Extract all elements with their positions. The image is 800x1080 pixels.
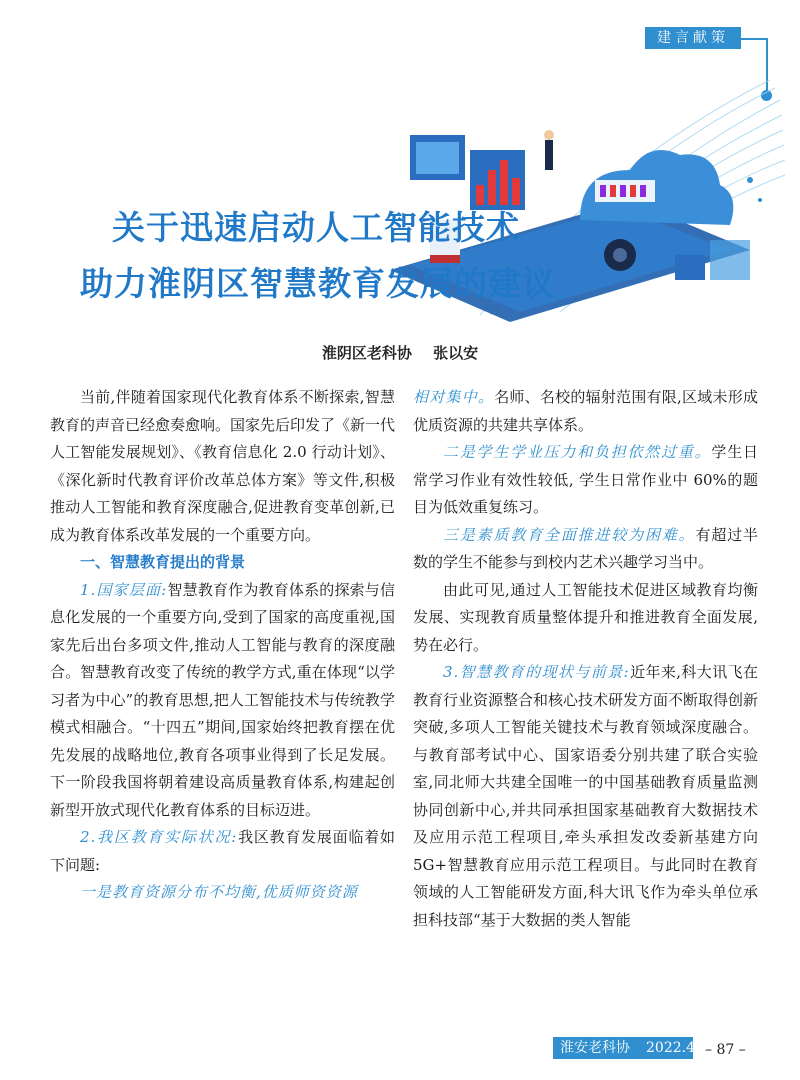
- district-status-lead: 2.我区教育实际状况:: [80, 828, 238, 846]
- author-name: 张以安: [433, 344, 479, 362]
- magazine-name: 淮安老科协: [560, 1040, 630, 1056]
- conclusion-paragraph: 由此可见,通过人工智能技术促进区域教育均衡发展、实现教育质量整体提升和推进教育全面发展,势在必行。: [413, 580, 758, 654]
- article-title: [80, 200, 556, 312]
- district-status-paragraph: 2.我区教育实际状况:我区教育发展面临着如下问题:: [50, 828, 395, 874]
- section-tag: 建言献策: [645, 27, 741, 49]
- title-line-1: 关于迅速启动人工智能技术: [112, 208, 520, 247]
- national-level-paragraph: 1.国家层面:智慧教育作为教育体系的探索与信息化发展的一个重要方向,受到了国家的高度重视,国家先后出台多项文件,推动人工智能与教育的深度融合。智慧教育改变了传统的教学方式,重在体现“以学习者为中心”的教育思想,把人工智能技术与传统教学模式相融合。“十四五”期间,国家始终把教育摆在优先发展的战略地位,教育各项事业得到了长足发展。下一阶段我国将朝着建设高质量教育体系,构建起创新型开放式现代化教育体系的目标迈进。: [50, 580, 395, 819]
- author-line: [0, 342, 800, 363]
- issue-number: 2022.4: [646, 1040, 695, 1056]
- page-number: – 87 –: [705, 1042, 746, 1058]
- section-heading-background: 一、智慧教育提出的背景: [80, 553, 246, 571]
- title-line-2: 助力淮阴区智慧教育发展的建议: [80, 264, 556, 303]
- problem-two-paragraph: 二是学生学业压力和负担依然过重。学生日常学习作业有效性较低, 学生日常作业中 60%的题目为低效重复练习。: [413, 443, 758, 516]
- current-status-paragraph: 3.智慧教育的现状与前景:近年来,科大讯飞在教育行业资源整合和核心技术研发方面不断取得创新突破,多项人工智能关键技术与教育领域深度融合。与教育部考试中心、国家语委分别共建了联合实验室,同北师大共建全国唯一的中国基础教育质量监测协同创新中心,并共同承担国家基础教育大数据技术及应用示范工程项目,牵头承担发改委新基建方向 5G+智慧教育应用示范工程项目。与此同时在教育领域的人工智能研发方面,科大讯飞作为牵头单位承担科技部“基于大数据的类人智能: [413, 663, 759, 929]
- problem-one-lead: 一是教育资源分布不均衡,优质师资资源: [80, 883, 358, 901]
- tag-connector-horizontal: [741, 38, 768, 40]
- right-column: [413, 384, 758, 934]
- problem-one-continued: 相对集中。名师、名校的辐射范围有限,区域未形成优质资源的共建共享体系。: [413, 388, 758, 434]
- left-column: [50, 384, 395, 907]
- national-level-lead: 1.国家层面:: [80, 580, 168, 599]
- problem-three-paragraph: 三是素质教育全面推进较为困难。有超过半数的学生不能参与到校内艺术兴趣学习当中。: [413, 525, 758, 571]
- intro-paragraph: 当前,伴随着国家现代化教育体系不断探索,智慧教育的声音已经愈奏愈响。国家先后印发了《新一代人工智能发展规划》、《教育信息化 2.0 行动计划》、《深化新时代教育评价改革总体方案》等文件,积极推动人工智能和教育深度融合,促进教育变革创新,已成为教育体系改革发展的一个重要方向。: [50, 388, 396, 544]
- author-org: 淮阴区老科协: [321, 344, 412, 362]
